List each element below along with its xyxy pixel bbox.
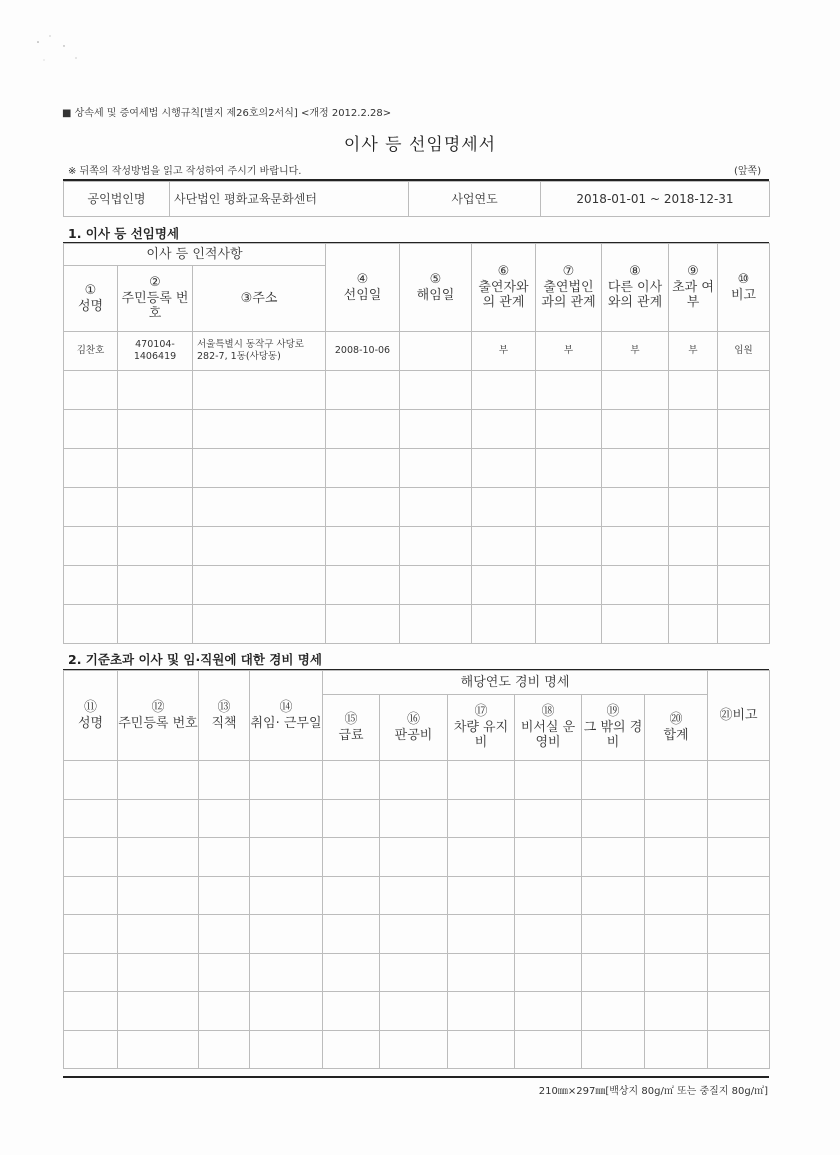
header-exp-name: ⑪ 성명 <box>64 671 118 761</box>
document-title: 이사 등 선임명세서 <box>343 135 497 155</box>
header-address: ③주소 <box>193 266 326 332</box>
table-row <box>64 992 770 1031</box>
table-row <box>64 449 770 488</box>
header-business-expense: ⑯ 판공비 <box>380 695 448 761</box>
header-exp-remark: ㉑비고 <box>708 671 770 761</box>
cell-excess: 부 <box>669 332 718 371</box>
table-row <box>64 566 770 605</box>
table-row <box>64 1030 770 1069</box>
section2-table <box>63 670 770 1069</box>
header-position: ⑬ 직책 <box>199 671 250 761</box>
header-exp-id-number: ⑫ 주민등록 번호 <box>118 671 199 761</box>
header-dismissed: ⑤ 해임일 <box>400 244 472 332</box>
table-row <box>64 761 770 800</box>
org-name-value: 사단법인 평화교육문화센터 <box>170 182 409 217</box>
section1-title: 1. 이사 등 선임명세 <box>68 226 180 241</box>
section1-table <box>63 243 770 644</box>
fiscal-year-label: 사업연도 <box>409 182 541 217</box>
page-side-label: (앞쪽) <box>734 166 762 177</box>
header-name: ① 성명 <box>64 266 118 332</box>
header-secretariat: ⑱ 비서실 운영비 <box>515 695 582 761</box>
header-rel-corp: ⑦ 출연법인 과의 관계 <box>536 244 602 332</box>
cell-rel-other: 부 <box>602 332 669 371</box>
cell-dismissed <box>400 332 472 371</box>
cell-id-number: 470104-1406419 <box>118 332 193 371</box>
table-row <box>64 527 770 566</box>
instruction-note: ※ 뒤쪽의 작성방법을 읽고 작성하여 주시기 바랍니다. <box>68 166 302 177</box>
org-info-table <box>63 181 770 217</box>
header-total: ⑳ 합계 <box>645 695 708 761</box>
paper-spec: 210㎜×297㎜[백상지 80g/㎡ 또는 중질지 80g/㎡] <box>538 1086 768 1097</box>
table-row <box>64 371 770 410</box>
table-row <box>64 488 770 527</box>
section2-title: 2. 기준초과 이사 및 임·직원에 대한 경비 명세 <box>68 652 322 667</box>
header-remark: ⑩ 비고 <box>718 244 770 332</box>
cell-remark: 임원 <box>718 332 770 371</box>
cell-name: 김찬호 <box>64 332 118 371</box>
table-row <box>64 838 770 877</box>
scan-speckles <box>30 30 90 70</box>
table-row <box>64 410 770 449</box>
header-service-date: ⑭ 취임· 근무일 <box>250 671 323 761</box>
table-row <box>64 799 770 838</box>
bottom-rule <box>63 1076 769 1078</box>
header-salary: ⑮ 급료 <box>323 695 380 761</box>
header-excess: ⑨ 초과 여부 <box>669 244 718 332</box>
personal-info-header: 이사 등 인적사항 <box>64 244 326 266</box>
header-rel-other: ⑧ 다른 이사 와의 관계 <box>602 244 669 332</box>
cell-address: 서울특별시 동작구 사당로 282-7, 1동(사당동) <box>193 332 326 371</box>
form-reference: ■ 상속세 및 증여세법 시행규칙[별지 제26호의2서식] <개정 2012.2.28> <box>62 108 392 119</box>
table-row <box>64 332 770 371</box>
table-row <box>64 953 770 992</box>
table-row <box>64 915 770 954</box>
header-appointed: ④ 선임일 <box>326 244 400 332</box>
header-id-number: ② 주민등록 번호 <box>118 266 193 332</box>
table-row <box>64 876 770 915</box>
fiscal-year-value: 2018-01-01 ~ 2018-12-31 <box>541 182 770 217</box>
cell-rel-donor: 부 <box>472 332 536 371</box>
header-other-expense: ⑲ 그 밖의 경비 <box>582 695 645 761</box>
cell-rel-corp: 부 <box>536 332 602 371</box>
org-name-label: 공익법인명 <box>64 182 170 217</box>
header-vehicle: ⑰ 차량 유지비 <box>448 695 515 761</box>
header-rel-donor: ⑥ 출연자와 의 관계 <box>472 244 536 332</box>
table-row <box>64 605 770 644</box>
expense-group-header: 해당연도 경비 명세 <box>323 671 708 695</box>
cell-appointed: 2008-10-06 <box>326 332 400 371</box>
